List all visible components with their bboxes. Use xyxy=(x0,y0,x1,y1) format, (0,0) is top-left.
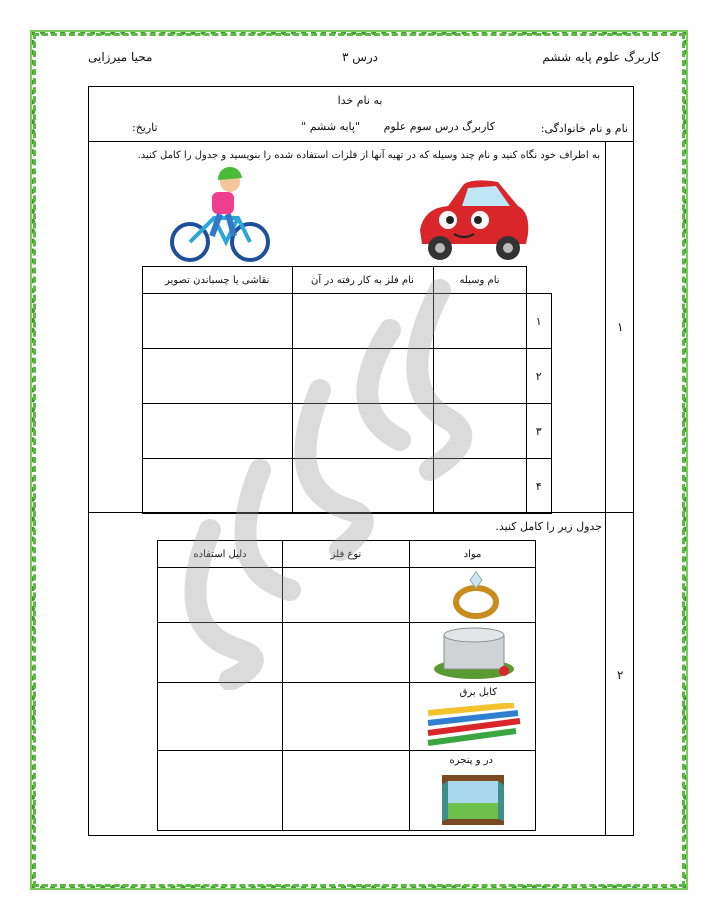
name-label: نام و نام خانوادگی: xyxy=(540,122,628,135)
lesson-label: درس ۳ xyxy=(341,50,379,64)
bicycle-boy-image xyxy=(168,166,272,262)
question-number: ۲ xyxy=(617,668,624,682)
q1-instruction: به اطراف خود نگاه کنید و نام چند وسیله که در تهیه آنها از فلزات استفاده شده را بنویسید و جدول را کامل کنید. xyxy=(137,150,600,161)
answer-cell[interactable] xyxy=(158,751,283,831)
q1-header-metal: نام فلز به کار رفته در آن xyxy=(292,267,433,294)
electric-cable-image xyxy=(424,703,524,747)
bismillah: به نام خدا xyxy=(337,94,383,107)
row-number: ۲ xyxy=(526,349,552,404)
divider xyxy=(88,141,634,142)
q2-header-reason: دلیل استفاده xyxy=(158,541,283,568)
divider xyxy=(605,141,606,836)
row-number: ۱ xyxy=(526,294,552,349)
material-cell xyxy=(410,568,536,623)
tin-can-image xyxy=(432,625,516,681)
worksheet-title: کاربرگ علوم پایه ششم xyxy=(542,50,660,64)
q2-header-material: مواد xyxy=(410,541,536,568)
answer-cell[interactable] xyxy=(143,404,293,459)
q1-table xyxy=(142,266,552,514)
answer-cell[interactable] xyxy=(158,683,283,751)
answer-cell[interactable] xyxy=(143,294,293,349)
table-row xyxy=(143,349,552,404)
table-row xyxy=(143,459,552,514)
table-row xyxy=(143,404,552,459)
answer-cell[interactable] xyxy=(433,349,526,404)
answer-cell[interactable] xyxy=(292,459,433,514)
row-number: ۳ xyxy=(526,404,552,459)
table-row xyxy=(158,568,536,623)
red-car-image xyxy=(414,178,532,264)
q1-header-device: نام وسیله xyxy=(433,267,526,294)
material-cell xyxy=(410,683,536,751)
answer-cell[interactable] xyxy=(283,623,410,683)
ring-image xyxy=(450,570,504,620)
q2-header-metal-type: نوع فلز xyxy=(283,541,410,568)
table-row xyxy=(158,623,536,683)
q1-header-picture: نقاشی یا چسباندن تصویر xyxy=(143,267,293,294)
material-cell xyxy=(410,751,536,831)
worksheet-label: کاربرگ درس سوم علوم xyxy=(383,120,495,133)
table-row xyxy=(158,683,536,751)
door-window-image xyxy=(440,773,506,827)
answer-cell[interactable] xyxy=(292,404,433,459)
answer-cell[interactable] xyxy=(143,349,293,404)
table-row xyxy=(158,751,536,831)
answer-cell[interactable] xyxy=(283,683,410,751)
table-row xyxy=(143,294,552,349)
grade-label: "پایه ششم " xyxy=(301,120,360,133)
date-label: تاریخ: xyxy=(132,121,158,134)
q2-instruction: جدول زیر را کامل کنید. xyxy=(495,520,602,533)
answer-cell[interactable] xyxy=(158,623,283,683)
answer-cell[interactable] xyxy=(158,568,283,623)
material-label: کابل برق xyxy=(459,687,497,698)
question-number: ۱ xyxy=(617,320,624,334)
row-number: ۴ xyxy=(526,459,552,514)
answer-cell[interactable] xyxy=(433,294,526,349)
answer-cell[interactable] xyxy=(433,459,526,514)
answer-cell[interactable] xyxy=(143,459,293,514)
answer-cell[interactable] xyxy=(292,294,433,349)
answer-cell[interactable] xyxy=(283,751,410,831)
material-cell xyxy=(410,623,536,683)
q2-table xyxy=(157,540,536,831)
answer-cell[interactable] xyxy=(283,568,410,623)
material-label: در و پنجره xyxy=(449,755,493,766)
author-name: محیا میرزایی xyxy=(88,50,153,64)
answer-cell[interactable] xyxy=(433,404,526,459)
answer-cell[interactable] xyxy=(292,349,433,404)
